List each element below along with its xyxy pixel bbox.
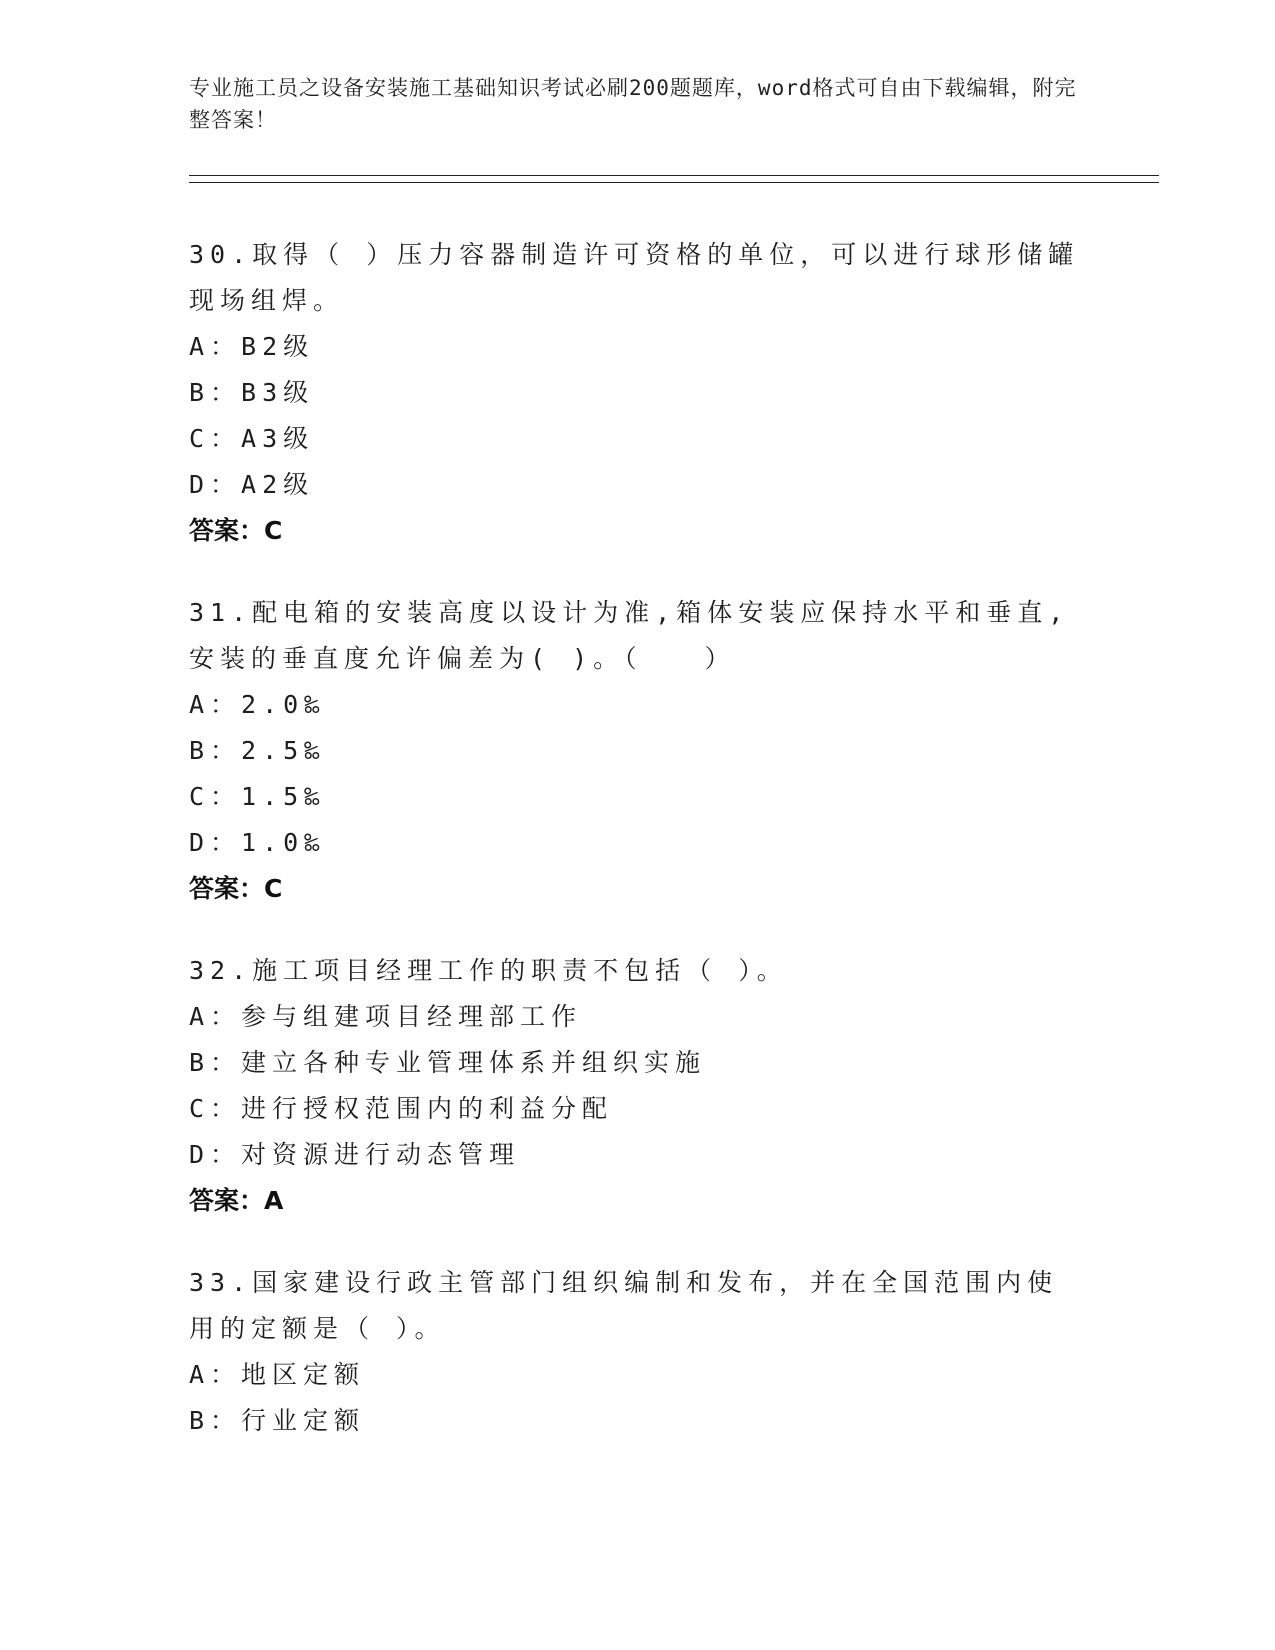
option-c: C：进行授权范围内的利益分配 [189,1094,614,1123]
question-stem: 32.施工项目经理工作的职责不包括（ ）。 [189,956,788,985]
option-d: D：对资源进行动态管理 [189,1140,521,1169]
question-33 [189,1260,1089,1444]
question-32 [189,948,1089,1224]
question-list [189,232,1089,1480]
option-b: B：B3级 [189,378,315,407]
option-c: C：1.5‰ [189,782,326,811]
option-b: B：建立各种专业管理体系并组织实施 [189,1048,707,1077]
option-d: D：A2级 [189,470,315,499]
answer-line: 答案：A [189,1186,284,1215]
answer-line: 答案：C [189,516,283,545]
option-a: A：2.0‰ [189,690,326,719]
option-a: A：参与组建项目经理部工作 [189,1002,583,1031]
answer-line: 答案：C [189,874,283,903]
question-stem: 33.国家建设行政主管部门组织编制和发布，并在全国范围内使用的定额是（ ）。 [189,1268,1059,1343]
option-d: D：1.0‰ [189,828,326,857]
document-header: 专业施工员之设备安装施工基础知识考试必刷200题题库，word格式可自由下载编辑，附完整答案！ [189,76,1077,132]
question-31 [189,590,1089,912]
option-b: B：2.5‰ [189,736,326,765]
header-rule-bottom [189,182,1159,183]
option-b: B：行业定额 [189,1406,366,1435]
option-a: A：B2级 [189,332,315,361]
question-30 [189,232,1089,554]
option-c: C：A3级 [189,424,315,453]
header-rule-top [189,175,1159,176]
option-a: A：地区定额 [189,1360,366,1389]
question-stem: 30.取得（ ）压力容器制造许可资格的单位，可以进行球形储罐现场组焊。 [189,240,1080,315]
question-stem: 31.配电箱的安装高度以设计为准,箱体安装应保持水平和垂直,安装的垂直度允许偏差为( )。（ ） [189,598,1070,673]
